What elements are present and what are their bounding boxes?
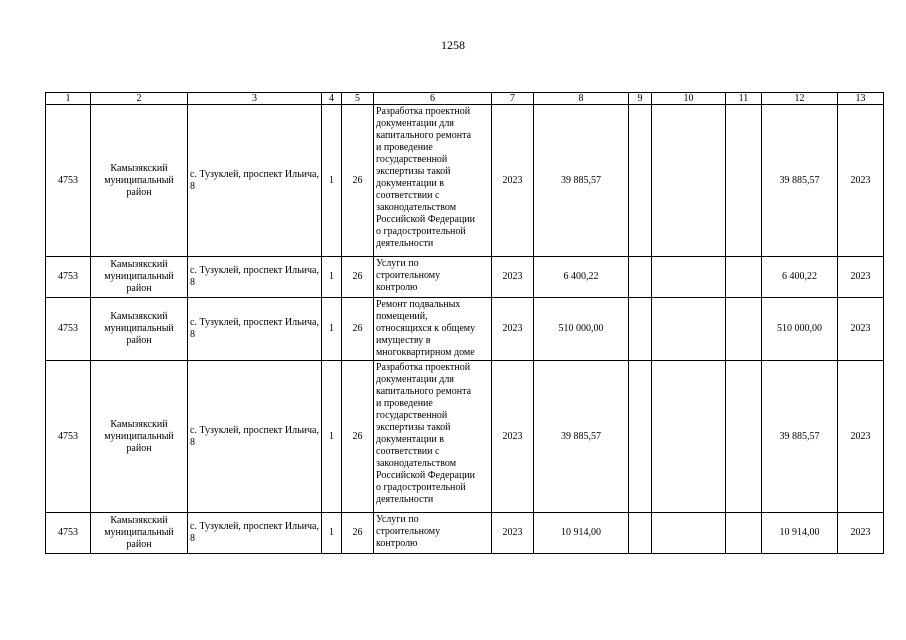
description-line: контролю (376, 538, 418, 549)
end-year-cell: 2023 (838, 513, 884, 554)
description-line: строительному (376, 526, 441, 537)
col10-cell (652, 105, 726, 257)
municipality-cell: Камызякский муниципальный район (91, 513, 188, 554)
municipality-cell: Камызякский муниципальный район (91, 105, 188, 257)
total-cell: 39 885,57 (762, 105, 838, 257)
description-line: соответствии с (376, 190, 440, 201)
col10-cell (652, 513, 726, 554)
col11-cell (726, 361, 762, 513)
col11-cell (726, 298, 762, 361)
amount-cell: 39 885,57 (534, 105, 629, 257)
total-cell: 39 885,57 (762, 361, 838, 513)
col9-cell (629, 257, 652, 298)
col5-cell: 26 (342, 257, 374, 298)
col4-cell: 1 (322, 257, 342, 298)
address-cell: с. Тузуклей, проспект Ильича, 8 (188, 105, 322, 257)
description-line: соответствии с (376, 446, 440, 457)
municipality-cell: Камызякский муниципальный район (91, 298, 188, 361)
year-cell: 2023 (492, 361, 534, 513)
amount-cell: 10 914,00 (534, 513, 629, 554)
work-description-cell (374, 298, 492, 361)
col11-cell (726, 257, 762, 298)
description-line: помещений, (376, 311, 428, 322)
description-line: и проведение (376, 142, 433, 153)
description-line: Разработка проектной (376, 362, 471, 373)
total-cell: 10 914,00 (762, 513, 838, 554)
col-header: 6 (374, 93, 492, 105)
address-cell: с. Тузуклей, проспект Ильича, 8 (188, 361, 322, 513)
table-row (46, 298, 884, 361)
table-row (46, 361, 884, 513)
id-cell: 4753 (46, 513, 91, 554)
description-line: имуществу в (376, 335, 431, 346)
col10-cell (652, 361, 726, 513)
col-header: 11 (726, 93, 762, 105)
description-line: о градостроительной (376, 226, 466, 237)
description-line: контролю (376, 282, 418, 293)
year-cell: 2023 (492, 105, 534, 257)
col-header: 9 (629, 93, 652, 105)
table-row (46, 257, 884, 298)
data-table (45, 92, 884, 554)
end-year-cell: 2023 (838, 298, 884, 361)
address-cell: с. Тузуклей, проспект Ильича, 8 (188, 298, 322, 361)
col5-cell: 26 (342, 513, 374, 554)
col9-cell (629, 513, 652, 554)
col4-cell: 1 (322, 513, 342, 554)
year-cell: 2023 (492, 257, 534, 298)
description-line: документации для (376, 118, 454, 129)
municipality-cell: Камызякский муниципальный район (91, 361, 188, 513)
end-year-cell: 2023 (838, 105, 884, 257)
col9-cell (629, 361, 652, 513)
address-cell: с. Тузуклей, проспект Ильича, 8 (188, 257, 322, 298)
col-header: 1 (46, 93, 91, 105)
table-row (46, 513, 884, 554)
work-description-cell (374, 257, 492, 298)
description-line: многоквартирном доме (376, 347, 475, 358)
col-header: 13 (838, 93, 884, 105)
description-line: деятельности (376, 238, 434, 249)
col10-cell (652, 298, 726, 361)
description-line: государственной (376, 410, 448, 421)
col9-cell (629, 298, 652, 361)
column-number-row (46, 93, 884, 105)
amount-cell: 510 000,00 (534, 298, 629, 361)
page-number: 1258 (441, 38, 465, 52)
id-cell: 4753 (46, 361, 91, 513)
description-line: и проведение (376, 398, 433, 409)
description-line: Ремонт подвальных (376, 299, 461, 310)
description-line: экспертизы такой (376, 166, 451, 177)
description-line: государственной (376, 154, 448, 165)
col-header: 4 (322, 93, 342, 105)
end-year-cell: 2023 (838, 361, 884, 513)
description-line: экспертизы такой (376, 422, 451, 433)
col-header: 5 (342, 93, 374, 105)
col-header: 7 (492, 93, 534, 105)
description-line: документации для (376, 374, 454, 385)
amount-cell: 39 885,57 (534, 361, 629, 513)
description-line: Услуги по (376, 514, 419, 525)
end-year-cell: 2023 (838, 257, 884, 298)
description-line: деятельности (376, 494, 434, 505)
col4-cell: 1 (322, 361, 342, 513)
work-description-cell (374, 513, 492, 554)
description-line: строительному (376, 270, 441, 281)
description-line: документации в (376, 178, 444, 189)
col5-cell: 26 (342, 105, 374, 257)
total-cell: 6 400,22 (762, 257, 838, 298)
col9-cell (629, 105, 652, 257)
id-cell: 4753 (46, 257, 91, 298)
address-cell: с. Тузуклей, проспект Ильича, 8 (188, 513, 322, 554)
description-line: о градостроительной (376, 482, 466, 493)
work-description-cell (374, 105, 492, 257)
col11-cell (726, 513, 762, 554)
total-cell: 510 000,00 (762, 298, 838, 361)
col5-cell: 26 (342, 298, 374, 361)
col11-cell (726, 105, 762, 257)
col-header: 2 (91, 93, 188, 105)
description-line: капитального ремонта (376, 386, 472, 397)
description-line: Российской Федерации (376, 470, 476, 481)
work-description-cell (374, 361, 492, 513)
description-line: Разработка проектной (376, 106, 471, 117)
col10-cell (652, 257, 726, 298)
description-line: относящихся к общему (376, 323, 476, 334)
table-row (46, 105, 884, 257)
description-line: капитального ремонта (376, 130, 472, 141)
description-line: законодательством (376, 202, 457, 213)
id-cell: 4753 (46, 298, 91, 361)
description-line: Российской Федерации (376, 214, 476, 225)
col-header: 12 (762, 93, 838, 105)
description-line: законодательством (376, 458, 457, 469)
year-cell: 2023 (492, 513, 534, 554)
municipality-cell: Камызякский муниципальный район (91, 257, 188, 298)
description-line: Услуги по (376, 258, 419, 269)
col4-cell: 1 (322, 298, 342, 361)
col-header: 8 (534, 93, 629, 105)
col5-cell: 26 (342, 361, 374, 513)
col-header: 3 (188, 93, 322, 105)
description-line: документации в (376, 434, 444, 445)
amount-cell: 6 400,22 (534, 257, 629, 298)
id-cell: 4753 (46, 105, 91, 257)
col-header: 10 (652, 93, 726, 105)
col4-cell: 1 (322, 105, 342, 257)
year-cell: 2023 (492, 298, 534, 361)
